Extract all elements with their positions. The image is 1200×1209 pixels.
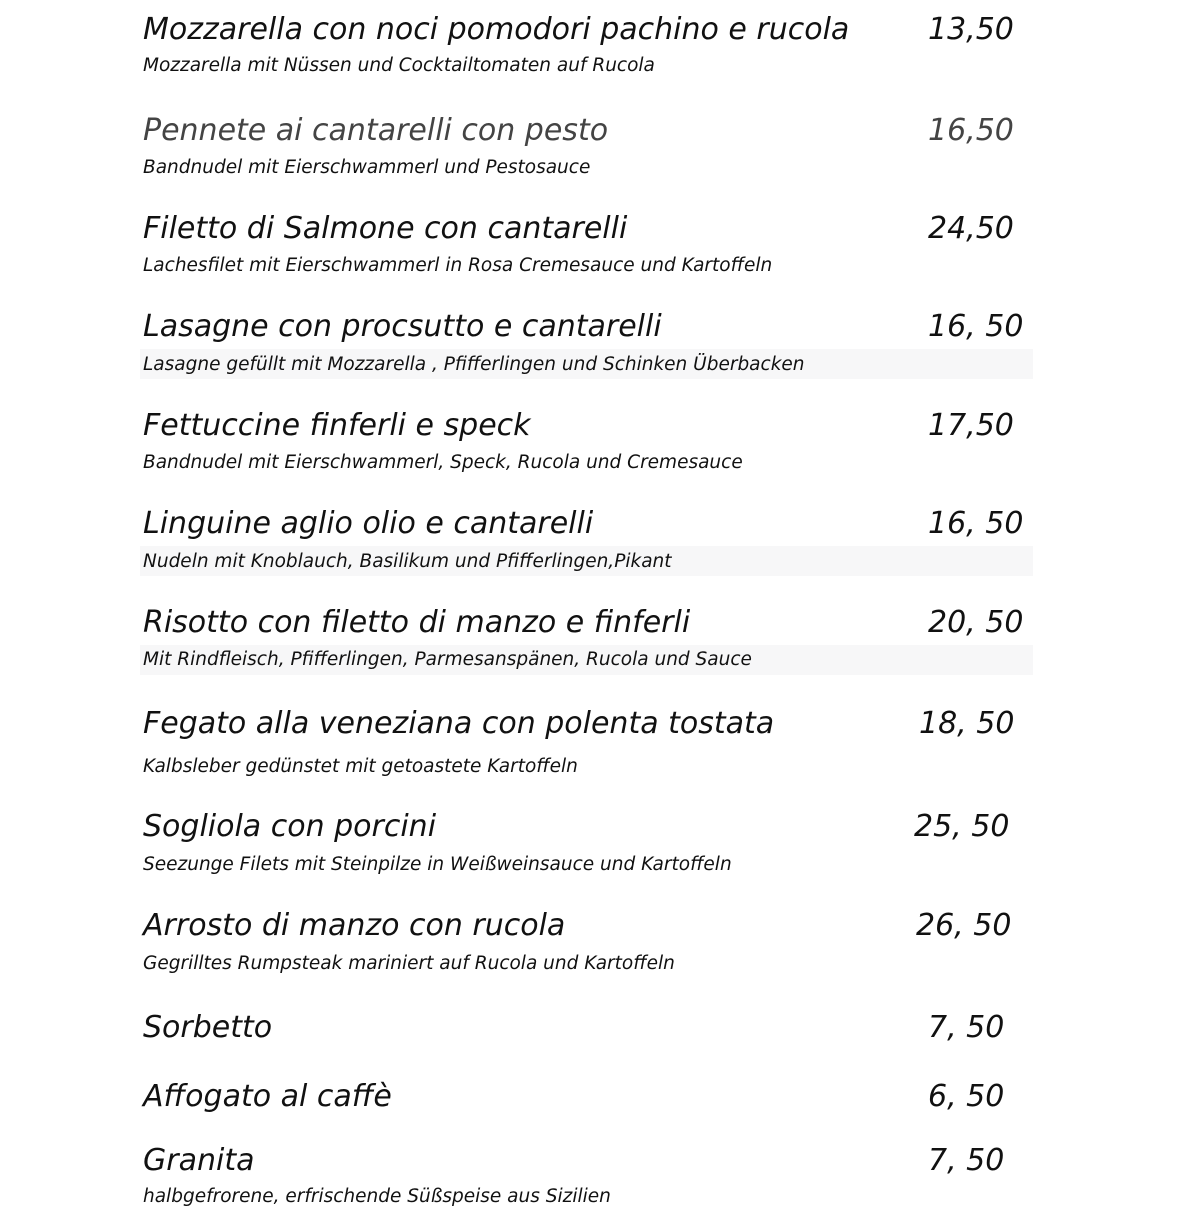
item-price: 13,50 — [928, 12, 1014, 47]
item-price: 16, 50 — [928, 309, 1024, 344]
item-price: 7, 50 — [928, 1010, 1005, 1045]
item-description: Seezunge Filets mit Steinpilze in Weißweinsauce und Kartoffeln — [143, 854, 732, 875]
item-description: Nudeln mit Knoblauch, Basilikum und Pfifferlingen,Pikant — [143, 551, 672, 572]
item-name: Linguine aglio olio e cantarelli — [143, 506, 594, 541]
item-name: Mozzarella con noci pomodori pachino e rucola — [143, 12, 850, 47]
item-description: Mozzarella mit Nüssen und Cocktailtomaten auf Rucola — [143, 55, 655, 76]
item-description: Gegrilltes Rumpsteak mariniert auf Rucola und Kartoffeln — [143, 953, 675, 974]
item-name: Sorbetto — [143, 1010, 273, 1045]
item-description: Kalbsleber gedünstet mit getoastete Kartoffeln — [143, 756, 578, 777]
item-price: 7, 50 — [928, 1143, 1005, 1178]
item-description: Lachesfilet mit Eierschwammerl in Rosa Cremesauce und Kartoffeln — [143, 255, 773, 276]
item-description: Bandnudel mit Eierschwammerl, Speck, Rucola und Cremesauce — [143, 452, 743, 473]
item-name: Fegato alla veneziana con polenta tostata — [143, 706, 775, 741]
item-description: halbgefrorene, erfrischende Süßspeise aus Sizilien — [143, 1186, 611, 1207]
item-price: 16,50 — [928, 113, 1014, 148]
item-description: Mit Rindfleisch, Pfifferlingen, Parmesanspänen, Rucola und Sauce — [143, 649, 752, 670]
item-name: Sogliola con porcini — [143, 809, 437, 844]
item-name: Affogato al caffè — [143, 1079, 392, 1114]
item-name: Arrosto di manzo con rucola — [143, 908, 566, 943]
item-name: Pennete ai cantarelli con pesto — [143, 113, 609, 148]
item-price: 17,50 — [928, 408, 1014, 443]
item-price: 18, 50 — [919, 706, 1015, 741]
item-price: 6, 50 — [928, 1079, 1005, 1114]
item-name: Filetto di Salmone con cantarelli — [143, 211, 628, 246]
item-name: Granita — [143, 1143, 255, 1178]
item-description: Bandnudel mit Eierschwammerl und Pestosauce — [143, 157, 591, 178]
item-price: 20, 50 — [928, 605, 1024, 640]
item-name: Lasagne con procsutto e cantarelli — [143, 309, 662, 344]
item-price: 25, 50 — [914, 809, 1010, 844]
item-name: Risotto con filetto di manzo e finferli — [143, 605, 691, 640]
item-description: Lasagne gefüllt mit Mozzarella , Pfifferlingen und Schinken Überbacken — [143, 354, 805, 375]
item-price: 26, 50 — [916, 908, 1012, 943]
item-price: 24,50 — [928, 211, 1014, 246]
item-name: Fettuccine finferli e speck — [143, 408, 531, 443]
item-price: 16, 50 — [928, 506, 1024, 541]
